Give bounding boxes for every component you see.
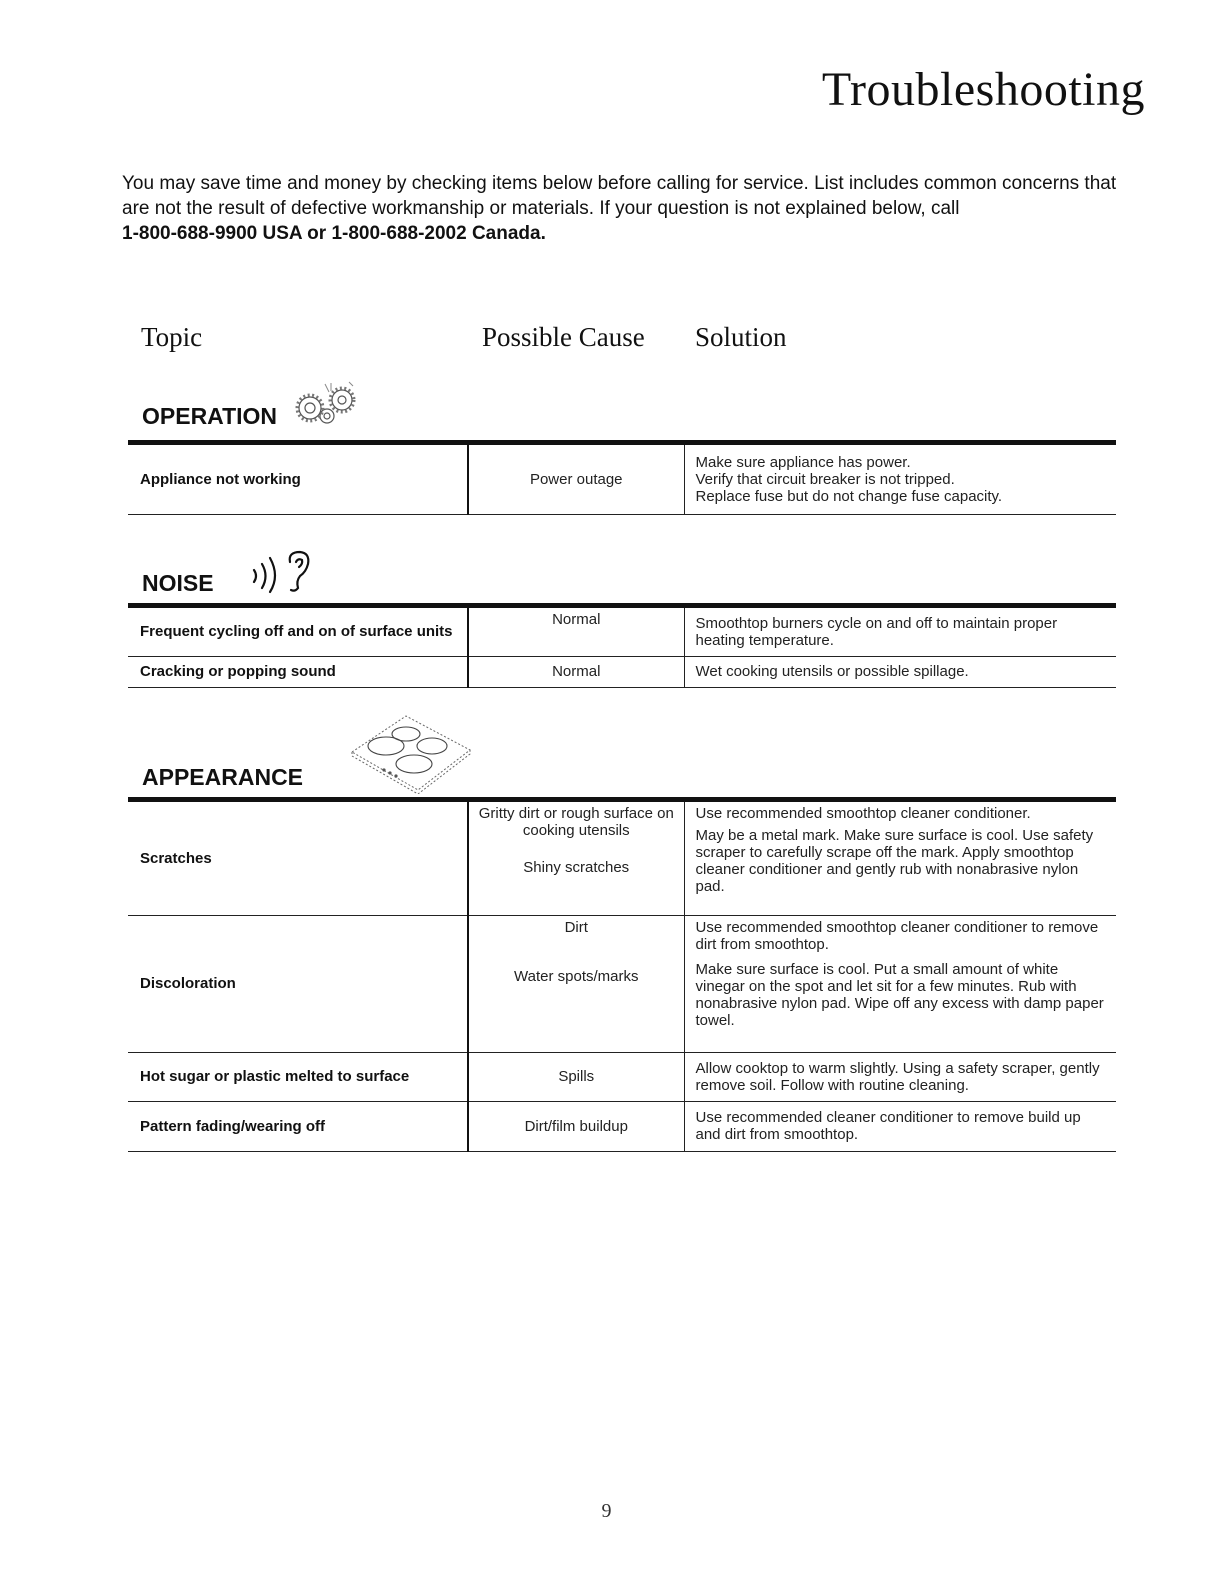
- table-row: [128, 1052, 1116, 1101]
- row-cause: [468, 915, 684, 1052]
- intro-text: You may save time and money by checking items below before calling for service. List includes common concerns that are not the result of defective workmanship or materials. If your question is not explained below, call: [122, 173, 1117, 219]
- table-row: [128, 802, 1116, 915]
- row-topic: Scratches: [128, 802, 468, 915]
- row-cause: Dirt/film buildup: [468, 1101, 684, 1151]
- section-title-appearance: APPEARANCE: [142, 764, 304, 790]
- page-number: 9: [601, 1500, 612, 1522]
- row-solution: [684, 445, 1116, 514]
- cooktop-icon: [348, 712, 473, 794]
- operation-table: [128, 445, 1116, 515]
- table-row: [128, 656, 1116, 687]
- intro-paragraph: [122, 171, 1132, 246]
- column-header-topic: Topic: [141, 322, 203, 352]
- row-topic: Discoloration: [128, 915, 468, 1052]
- row-solution: Allow cooktop to warm slightly. Using a safety scraper, gently remove soil. Follow with routine cleaning.: [684, 1052, 1116, 1101]
- gears-icon: [285, 380, 365, 430]
- noise-table: [128, 608, 1116, 688]
- column-header-possible-cause: Possible Cause: [482, 322, 645, 352]
- solution-line: May be a metal mark. Make sure surface is cool. Use safety scraper to carefully scrape off the mark. Apply smoothtop cleaner conditioner and gently rub with nonabrasive nylon pad.: [695, 827, 1094, 895]
- row-solution: Wet cooking utensils or possible spillage.: [684, 656, 1116, 687]
- row-cause: Normal: [468, 656, 684, 687]
- cause-line: Water spots/marks: [514, 967, 639, 985]
- solution-line: Make sure appliance has power.: [695, 453, 911, 471]
- solution-line: Use recommended smoothtop cleaner conditioner.: [695, 805, 1031, 822]
- row-solution: Use recommended cleaner conditioner to remove build up and dirt from smoothtop.: [684, 1101, 1116, 1151]
- table-row: [128, 445, 1116, 514]
- appearance-table: [128, 802, 1116, 1152]
- ear-sound-icon: [248, 548, 318, 594]
- table-row: [128, 608, 1116, 656]
- solution-line: Use recommended smoothtop cleaner conditioner to remove dirt from smoothtop.: [695, 918, 1099, 953]
- row-cause: Spills: [468, 1052, 684, 1101]
- cause-line: Gritty dirt or rough surface on cooking utensils: [478, 805, 674, 839]
- row-cause: Normal: [468, 608, 684, 656]
- row-solution: [684, 915, 1116, 1052]
- row-topic: Cracking or popping sound: [128, 656, 468, 687]
- column-header-solution: Solution: [695, 322, 787, 352]
- row-topic: Hot sugar or plastic melted to surface: [128, 1052, 468, 1101]
- solution-line: Verify that circuit breaker is not tripped.: [695, 470, 955, 488]
- table-row: [128, 915, 1116, 1052]
- row-topic: Appliance not working: [128, 445, 468, 514]
- row-cause: [468, 802, 684, 915]
- cause-line: Shiny scratches: [523, 859, 630, 876]
- row-solution: Smoothtop burners cycle on and off to maintain proper heating temperature.: [684, 608, 1116, 656]
- table-row: [128, 1101, 1116, 1151]
- solution-line: Replace fuse but do not change fuse capacity.: [695, 487, 1003, 505]
- row-topic: Pattern fading/wearing off: [128, 1101, 468, 1151]
- section-title-operation: OPERATION: [142, 403, 278, 429]
- row-cause: Power outage: [468, 445, 684, 514]
- page-title: Troubleshooting: [821, 63, 1145, 116]
- cause-line: Dirt: [564, 918, 588, 936]
- section-title-noise: NOISE: [142, 570, 214, 596]
- solution-line: Make sure surface is cool. Put a small amount of white vinegar on the spot and let sit for a few minutes. Rub with nonabrasive nylon pad. Wipe off any excess with damp paper towel.: [695, 960, 1104, 1029]
- row-solution: [684, 802, 1116, 915]
- row-topic: Frequent cycling off and on of surface units: [128, 608, 468, 656]
- service-phone-numbers: 1-800-688-9900 USA or 1-800-688-2002 Canada.: [122, 223, 546, 244]
